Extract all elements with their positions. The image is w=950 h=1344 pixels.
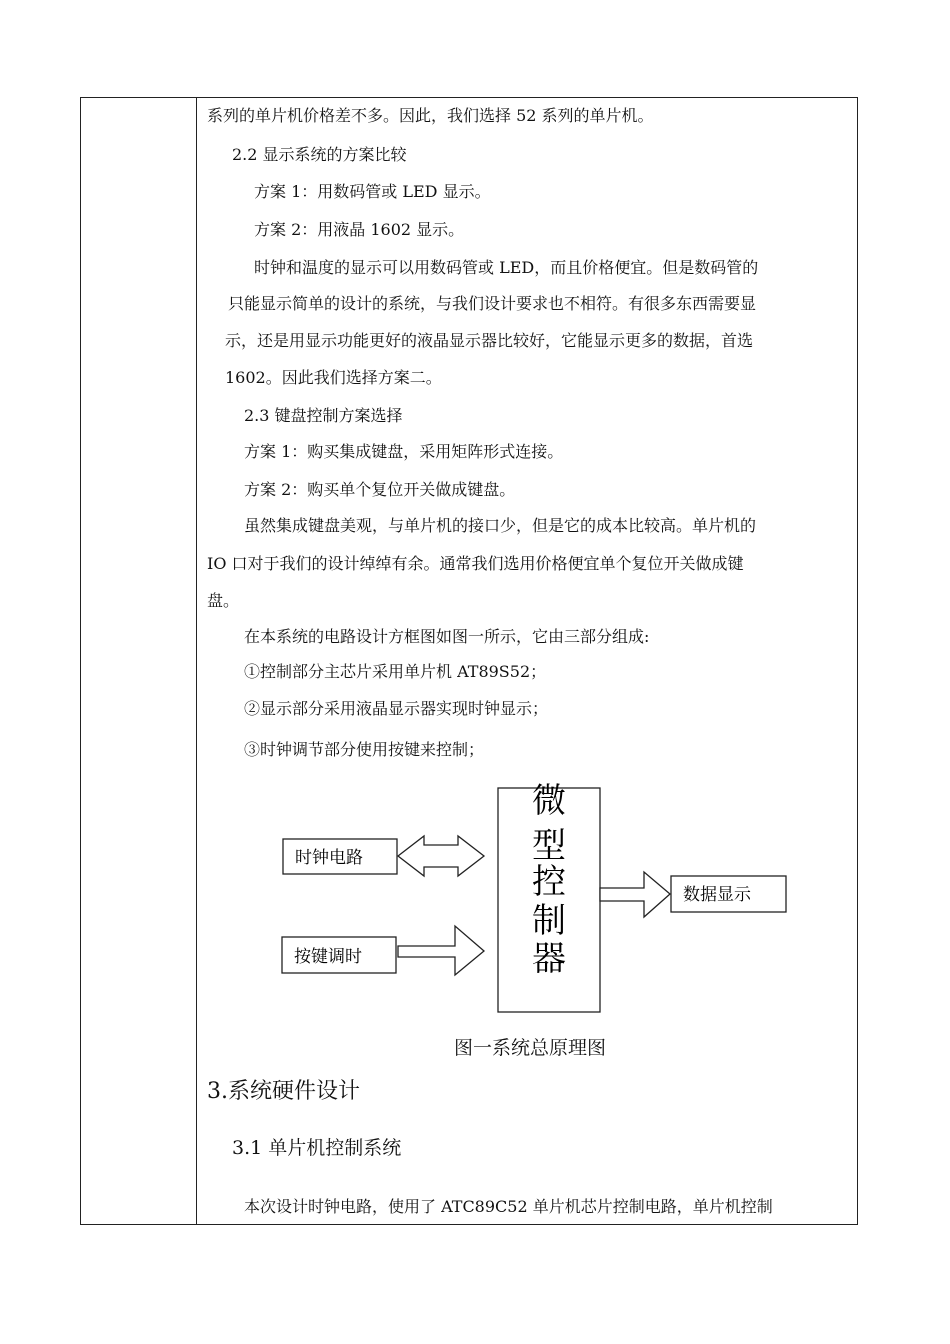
key-option-1: 方案 1：购买集成键盘，采用矩阵形式连接。 — [244, 442, 564, 461]
clock-circuit-label: 时钟电路 — [295, 848, 363, 868]
paragraph-line: 系列的单片机价格差不多。因此，我们选择 52 系列的单片机。 — [207, 106, 654, 125]
paragraph-line: 示，还是用显示功能更好的液晶显示器比较好，它能显示更多的数据，首选 — [225, 331, 754, 350]
diagram-intro: 在本系统的电路设计方框图如图一所示，它由三部分组成: — [244, 627, 650, 646]
section-heading-3: 3.系统硬件设计 — [207, 1079, 360, 1104]
section-heading-2-3: 2.3 键盘控制方案选择 — [244, 406, 403, 425]
section-heading-3-1: 3.1 单片机控制系统 — [232, 1137, 402, 1159]
data-display-label: 数据显示 — [683, 885, 751, 905]
output-arrow — [600, 872, 670, 917]
figure-caption: 图一系统总原理图 — [454, 1037, 607, 1059]
list-item: ③时钟调节部分使用按键来控制； — [244, 740, 485, 759]
mcu-char: 微 — [532, 781, 566, 821]
list-item: ①控制部分主芯片采用单片机 AT89S52； — [244, 662, 547, 681]
paragraph-line: 只能显示简单的设计的系统，与我们设计要求也不相符。有很多东西需要显 — [228, 294, 757, 313]
paragraph-line: 盘。 — [207, 591, 240, 610]
mcu-char: 制 — [532, 901, 566, 941]
mcu-char: 器 — [532, 939, 566, 979]
mcu-char: 控 — [532, 862, 566, 902]
mcu-char: 型 — [532, 826, 566, 866]
paragraph-line: 本次设计时钟电路，使用了 ATC89C52 单片机芯片控制电路，单片机控制 — [244, 1197, 773, 1216]
key-option-2: 方案 2：购买单个复位开关做成键盘。 — [244, 480, 516, 499]
display-option-2: 方案 2：用液晶 1602 显示。 — [254, 220, 465, 239]
key-timing-label: 按键调时 — [294, 947, 362, 967]
double-arrow — [398, 836, 484, 876]
paragraph-line: 虽然集成键盘美观，与单片机的接口少，但是它的成本比较高。单片机的 — [244, 516, 757, 535]
paragraph-line: 时钟和温度的显示可以用数码管或 LED，而且价格便宜。但是数码管的 — [254, 258, 759, 277]
paragraph-line: 1602。因此我们选择方案二。 — [225, 368, 442, 387]
list-item: ②显示部分采用液晶显示器实现时钟显示； — [244, 699, 549, 718]
display-option-1: 方案 1：用数码管或 LED 显示。 — [254, 182, 491, 201]
key-arrow — [398, 926, 484, 975]
section-heading-2-2: 2.2 显示系统的方案比较 — [232, 145, 407, 164]
paragraph-line: IO 口对于我们的设计绰绰有余。通常我们选用价格便宜单个复位开关做成键 — [207, 554, 744, 573]
